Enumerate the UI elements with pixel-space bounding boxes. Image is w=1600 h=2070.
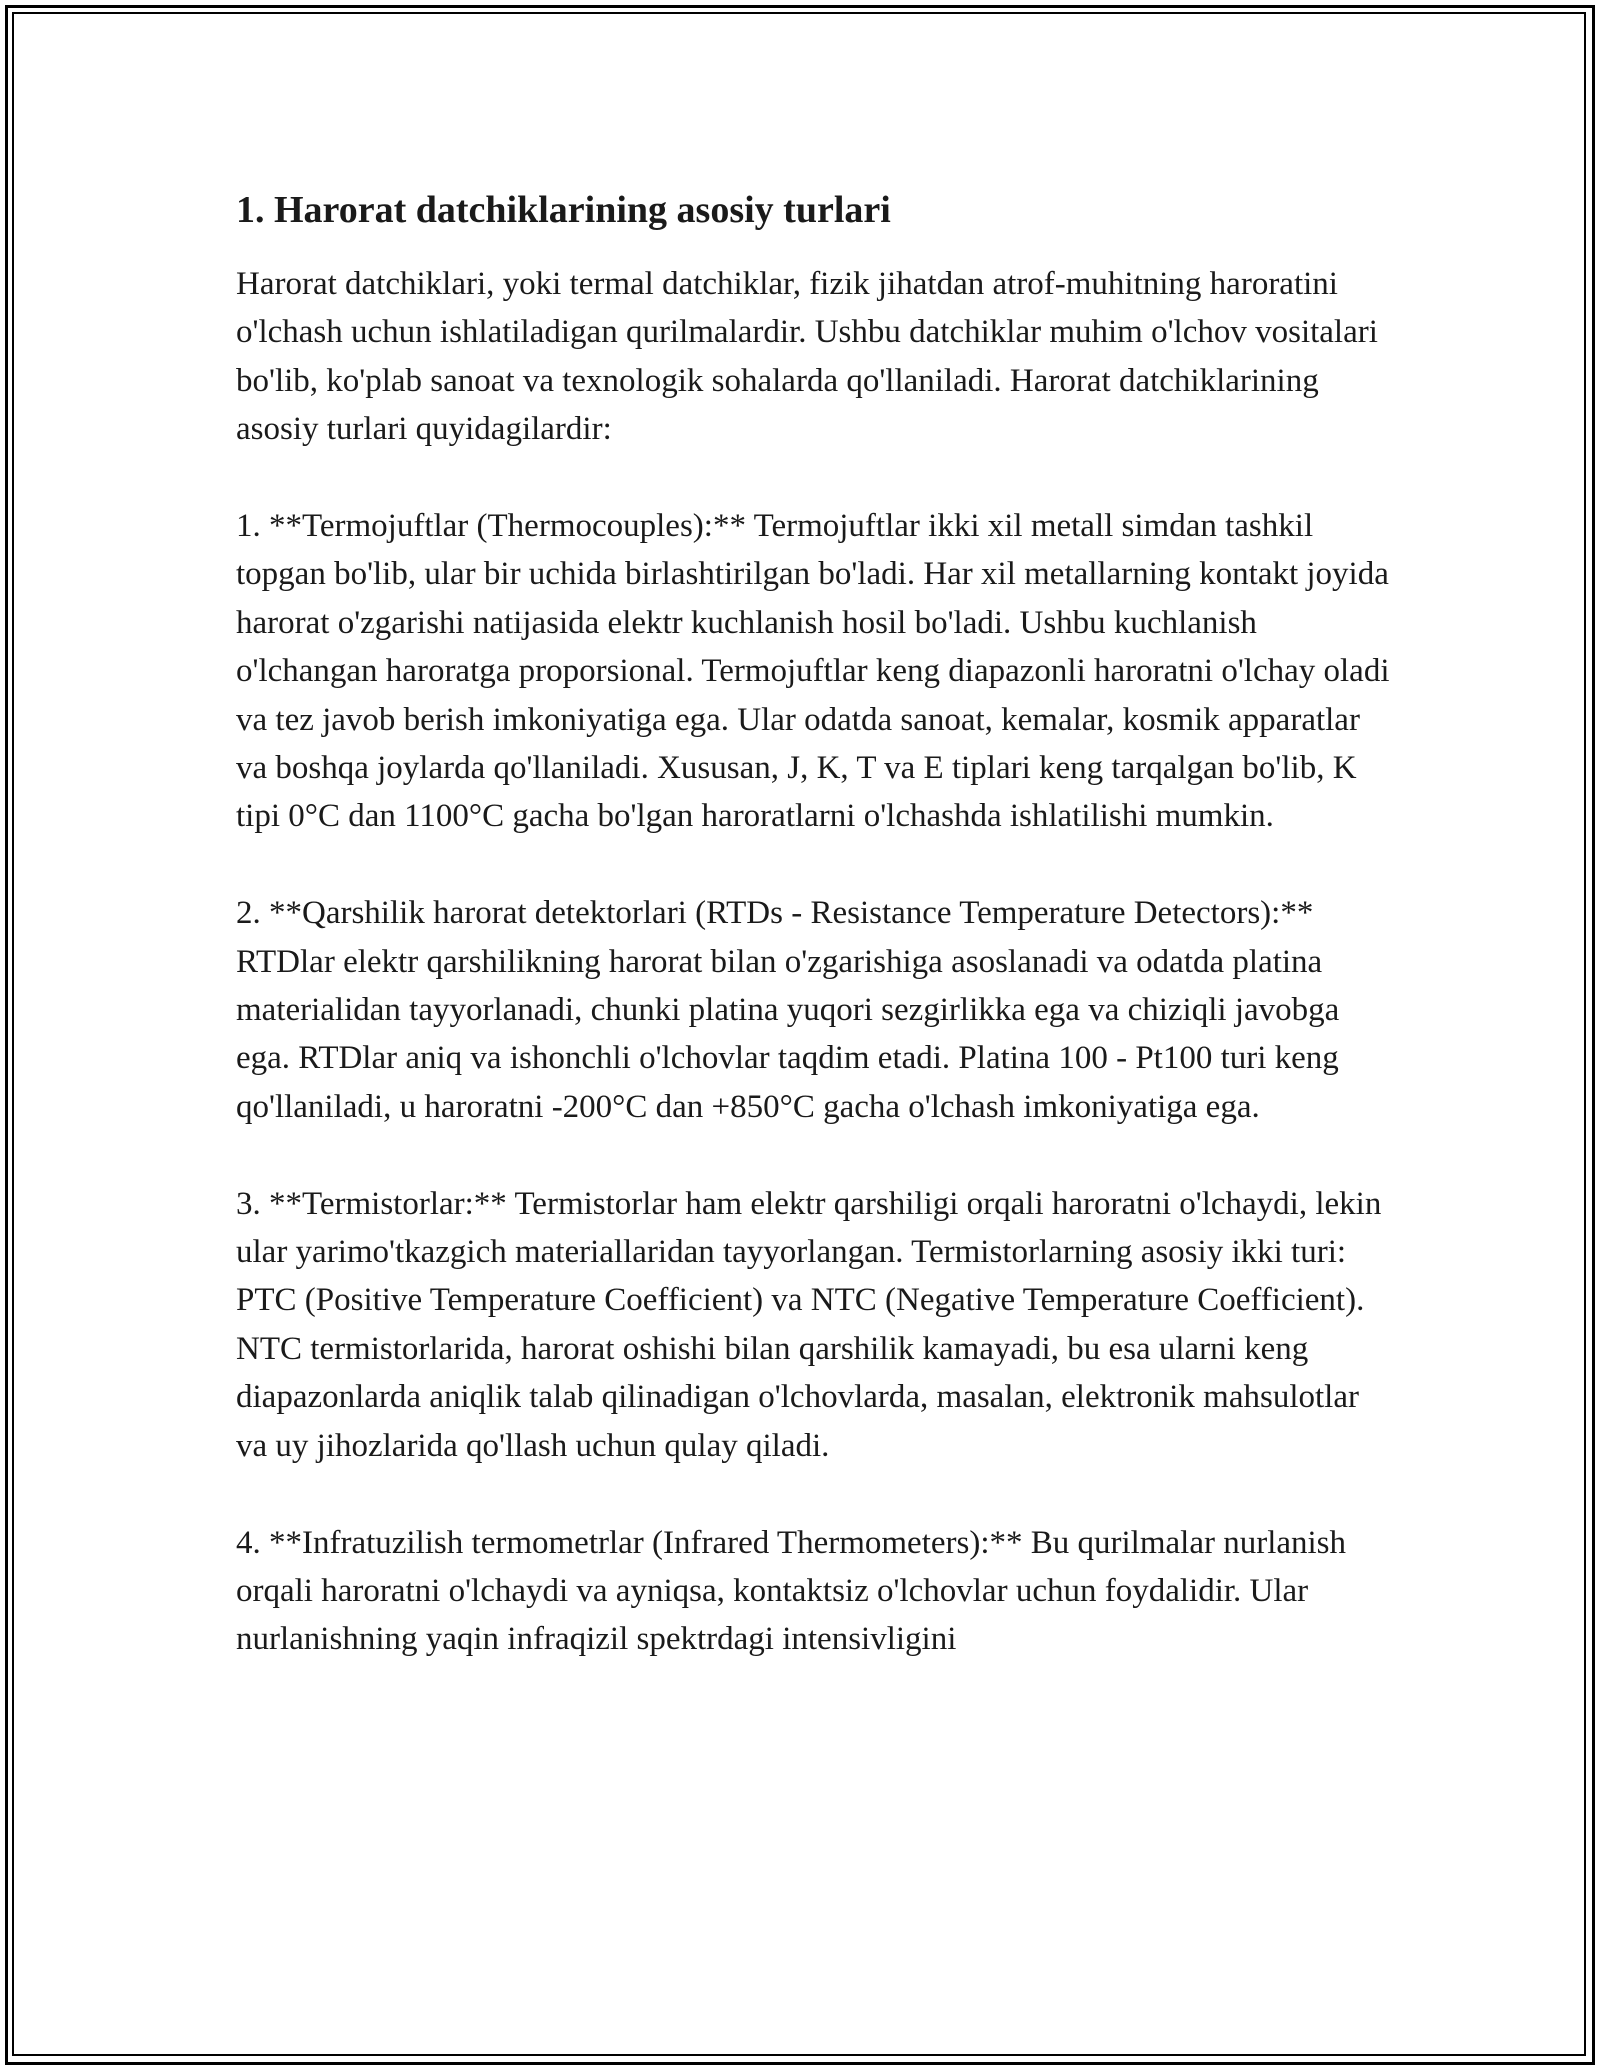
paragraph-infrared-thermometers: 4. **Infratuzilish termometrlar (Infrared Thermometers):** Bu qurilmalar nurlanish orqali haroratni o'lchaydi va ayniqsa, kontaktsiz o'lchovlar uchun foydalidir. Ular nurlanishning yaqin infraqizil spektrdagi intensivligini xyxy=(236,1524,1347,1658)
paragraph-intro: Harorat datchiklari, yoki termal datchiklar, fizik jihatdan atrof-muhitning haroratini o'lchash uchun ishlatiladigan qurilmalardir. Ushbu datchiklar muhim o'lchov vositalari bo'lib, ko'plab sanoat va texnologik sohalarda qo'llaniladi. Harorat datchiklarining asosiy turlari quyidagilardir: xyxy=(236,266,1378,448)
paragraph-rtds: 2. **Qarshilik harorat detektorlari (RTDs - Resistance Temperature Detectors):** RTDlar elektr qarshilikning harorat bilan o'zgarishiga asoslanadi va odatda platina materialidan tayyorlanadi, chunki platina yuqori sezgirlikka ega va chiziqli javobga ega. RTDlar aniq va ishonchli o'lchovlar taqdim etadi. Platina 100 - Pt100 turi keng qo'llaniladi, u haroratni -200°C dan +850°C gacha o'lchash imkoniyatiga ega. xyxy=(236,895,1340,1125)
document-body xyxy=(236,186,1396,1664)
document-title: 1. Harorat datchiklarining asosiy turlari xyxy=(236,189,891,231)
paragraph-thermocouples: 1. **Termojuftlar (Thermocouples):** Termojuftlar ikki xil metall simdan tashkil topgan bo'lib, ular bir uchida birlashtirilgan bo'ladi. Har xil metallarning kontakt joyida harorat o'zgarishi natijasida elektr kuchlanish hosil bo'ladi. Ushbu kuchlanish o'lchangan haroratga proporsional. Termojuftlar keng diapazonli haroratni o'lchay oladi va tez javob berish imkoniyatiga ega. Ular odatda sanoat, kemalar, kosmik apparatlar va boshqa joylarda qo'llaniladi. Xususan, J, K, T va E tiplari keng tarqalgan bo'lib, K tipi 0°C dan 1100°C gacha bo'lgan haroratlarni o'lchashda ishlatilishi mumkin. xyxy=(236,508,1390,835)
paragraph-thermistors: 3. **Termistorlar:** Termistorlar ham elektr qarshiligi orqali haroratni o'lchaydi, lekin ular yarimo'tkazgich materiallaridan tayyorlangan. Termistorlarning asosiy ikki turi: PTC (Positive Temperature Coefficient) va NTC (Negative Temperature Coefficient). NTC termistorlarida, harorat oshishi bilan qarshilik kamayadi, bu esa ularni keng diapazonlarda aniqlik talab qilinadigan o'lchovlarda, masalan, elektronik mahsulotlar va uy jihozlarida qo'llash uchun qulay qiladi. xyxy=(236,1185,1382,1464)
